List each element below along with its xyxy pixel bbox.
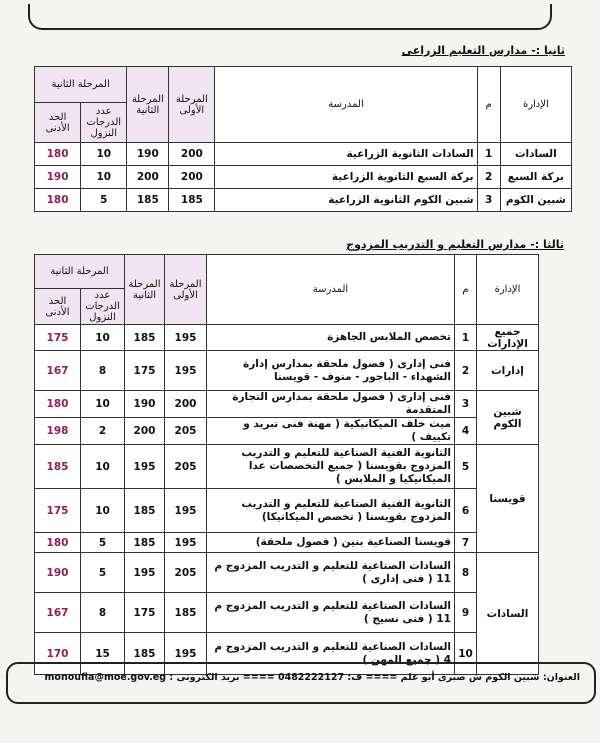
table-row xyxy=(35,325,539,351)
dual-education-table xyxy=(34,254,539,675)
col-header-min: الحد الأدنى xyxy=(35,289,81,325)
dept-cell: بركة السبع xyxy=(500,166,571,189)
table-row xyxy=(35,489,539,533)
num-cell: 9 xyxy=(455,593,477,633)
school-cell: قويسنا الصناعية بنين ( فصول ملحقة) xyxy=(207,533,455,553)
school-cell: السادات الصناعية للتعليم و التدريب المزدوج م 11 ( فنى إدارى ) xyxy=(207,553,455,593)
col-header-phase2: المرحلة الثانية xyxy=(125,255,165,325)
min-cell: 198 xyxy=(35,418,81,445)
phase1-cell: 205 xyxy=(165,553,207,593)
min-cell: 175 xyxy=(35,325,81,351)
num-cell: 5 xyxy=(455,445,477,489)
col-header-dept: الإدارة xyxy=(477,255,539,325)
school-cell: فنى إدارى ( فصول ملحقة بمدارس التجارة المتقدمة xyxy=(207,391,455,418)
school-cell: الثانوية الفنية الصناعية للتعليم و التدريب المزدوج بقويسنا ( تخصص الميكانيكا) xyxy=(207,489,455,533)
school-cell: شبين الكوم الثانوية الزراعية xyxy=(215,189,477,212)
table-row xyxy=(35,533,539,553)
col-header-school: المدرسة xyxy=(207,255,455,325)
phase1-cell: 195 xyxy=(165,489,207,533)
phase1-cell: 195 xyxy=(165,533,207,553)
num-cell: 4 xyxy=(455,418,477,445)
table-row xyxy=(35,445,539,489)
phase1-cell: 205 xyxy=(165,445,207,489)
drop-cell: 10 xyxy=(81,325,125,351)
phase1-cell: 195 xyxy=(165,351,207,391)
table-row xyxy=(35,189,572,212)
num-cell: 7 xyxy=(455,533,477,553)
phase1-cell: 200 xyxy=(165,391,207,418)
col-header-phase2: المرحلة الثانية xyxy=(127,67,169,143)
col-header-school: المدرسة xyxy=(215,67,477,143)
phase2-cell: 200 xyxy=(125,418,165,445)
dept-cell: جميع الإدارات xyxy=(477,325,539,351)
min-cell: 190 xyxy=(35,166,81,189)
table-row xyxy=(35,418,539,445)
col-header-drop: عدد الدرجات النزول xyxy=(81,103,127,143)
num-cell: 3 xyxy=(455,391,477,418)
col-header-phase1: المرحلة الأولى xyxy=(169,67,215,143)
num-cell: 2 xyxy=(477,166,500,189)
phase2-cell: 195 xyxy=(125,553,165,593)
phase2-cell: 185 xyxy=(125,489,165,533)
drop-cell: 10 xyxy=(81,143,127,166)
school-cell: الثانوية الفنية الصناعية للتعليم و التدريب المزدوج بقويسنا ( جميع التخصصات عدا الميكانيكيا و الملابس ) xyxy=(207,445,455,489)
num-cell: 2 xyxy=(455,351,477,391)
page-top-frame xyxy=(28,4,552,30)
phase2-cell: 185 xyxy=(125,533,165,553)
col-header-phase1: المرحلة الأولى xyxy=(165,255,207,325)
drop-cell: 10 xyxy=(81,166,127,189)
dept-cell: شبين الكوم xyxy=(477,391,539,445)
phase1-cell: 195 xyxy=(165,633,207,675)
drop-cell: 15 xyxy=(81,633,125,675)
dept-cell: إدارات xyxy=(477,351,539,391)
phase1-cell: 205 xyxy=(165,418,207,445)
drop-cell: 5 xyxy=(81,553,125,593)
col-header-dept: الإدارة xyxy=(500,67,571,143)
table-row xyxy=(35,391,539,418)
footer-frame xyxy=(6,662,596,704)
section2-title: ثالثا :- مدارس التعليم و التدريب المزدوج xyxy=(346,238,564,251)
school-cell: السادات الصناعية للتعليم و التدريب المزدوج م 4 ( جميع المهن ) xyxy=(207,633,455,675)
min-cell: 180 xyxy=(35,143,81,166)
col-header-num: م xyxy=(477,67,500,143)
phase1-cell: 185 xyxy=(165,593,207,633)
num-cell: 8 xyxy=(455,553,477,593)
school-cell: فنى إدارى ( فصول ملحقة بمدارس إدارة الشهداء - الباجور - منوف - قويسنا xyxy=(207,351,455,391)
table-row xyxy=(35,166,572,189)
phase1-cell: 195 xyxy=(165,325,207,351)
footer-address: العنوان: شبين الكوم ش صبرى أبو علم ==== ف: 0482222127 ==== بريد الكترونى : monoufia@moe.gov.eg xyxy=(44,672,580,683)
school-cell: السادات الثانوية الزراعية xyxy=(215,143,477,166)
school-cell: السادات الصناعية للتعليم و التدريب المزدوج م 11 ( فنى نسيج ) xyxy=(207,593,455,633)
table-row xyxy=(35,143,572,166)
min-cell: 190 xyxy=(35,553,81,593)
phase2-cell: 195 xyxy=(125,445,165,489)
col-header-min: الحد الأدنى xyxy=(35,103,81,143)
drop-cell: 5 xyxy=(81,189,127,212)
dept-cell: السادات xyxy=(500,143,571,166)
num-cell: 3 xyxy=(477,189,500,212)
min-cell: 170 xyxy=(35,633,81,675)
num-cell: 10 xyxy=(455,633,477,675)
col-header-num: م xyxy=(455,255,477,325)
phase1-cell: 200 xyxy=(169,166,215,189)
phase2-cell: 185 xyxy=(127,189,169,212)
min-cell: 180 xyxy=(35,533,81,553)
phase2-cell: 175 xyxy=(125,351,165,391)
drop-cell: 10 xyxy=(81,391,125,418)
dept-cell: قويسنا xyxy=(477,445,539,553)
drop-cell: 2 xyxy=(81,418,125,445)
dept-cell: شبين الكوم xyxy=(500,189,571,212)
num-cell: 1 xyxy=(477,143,500,166)
school-cell: ميت خلف الميكانيكية ( مهنة فنى تبريد و تكييف ) xyxy=(207,418,455,445)
min-cell: 167 xyxy=(35,351,81,391)
phase1-cell: 200 xyxy=(169,143,215,166)
min-cell: 180 xyxy=(35,391,81,418)
col-header-drop: عدد الدرجات النزول xyxy=(81,289,125,325)
drop-cell: 8 xyxy=(81,593,125,633)
num-cell: 1 xyxy=(455,325,477,351)
phase2-cell: 175 xyxy=(125,593,165,633)
num-cell: 6 xyxy=(455,489,477,533)
col-header-phase2-group: المرحلة الثانية xyxy=(35,255,125,289)
min-cell: 175 xyxy=(35,489,81,533)
phase2-cell: 190 xyxy=(125,391,165,418)
min-cell: 180 xyxy=(35,189,81,212)
min-cell: 167 xyxy=(35,593,81,633)
phase2-cell: 185 xyxy=(125,325,165,351)
drop-cell: 10 xyxy=(81,445,125,489)
table-row xyxy=(35,351,539,391)
phase2-cell: 190 xyxy=(127,143,169,166)
phase1-cell: 185 xyxy=(169,189,215,212)
school-cell: بركة السبع الثانوية الزراعية xyxy=(215,166,477,189)
table-row xyxy=(35,553,539,593)
min-cell: 185 xyxy=(35,445,81,489)
col-header-phase2-group: المرحلة الثانية xyxy=(35,67,127,103)
phase2-cell: 185 xyxy=(125,633,165,675)
agri-schools-table xyxy=(34,66,572,212)
drop-cell: 5 xyxy=(81,533,125,553)
drop-cell: 8 xyxy=(81,351,125,391)
school-cell: تخصص الملابس الجاهزة xyxy=(207,325,455,351)
drop-cell: 10 xyxy=(81,489,125,533)
section1-title: ثانيا :- مدارس التعليم الزراعى xyxy=(401,44,565,57)
phase2-cell: 200 xyxy=(127,166,169,189)
table-row xyxy=(35,593,539,633)
dept-cell: السادات xyxy=(477,553,539,675)
